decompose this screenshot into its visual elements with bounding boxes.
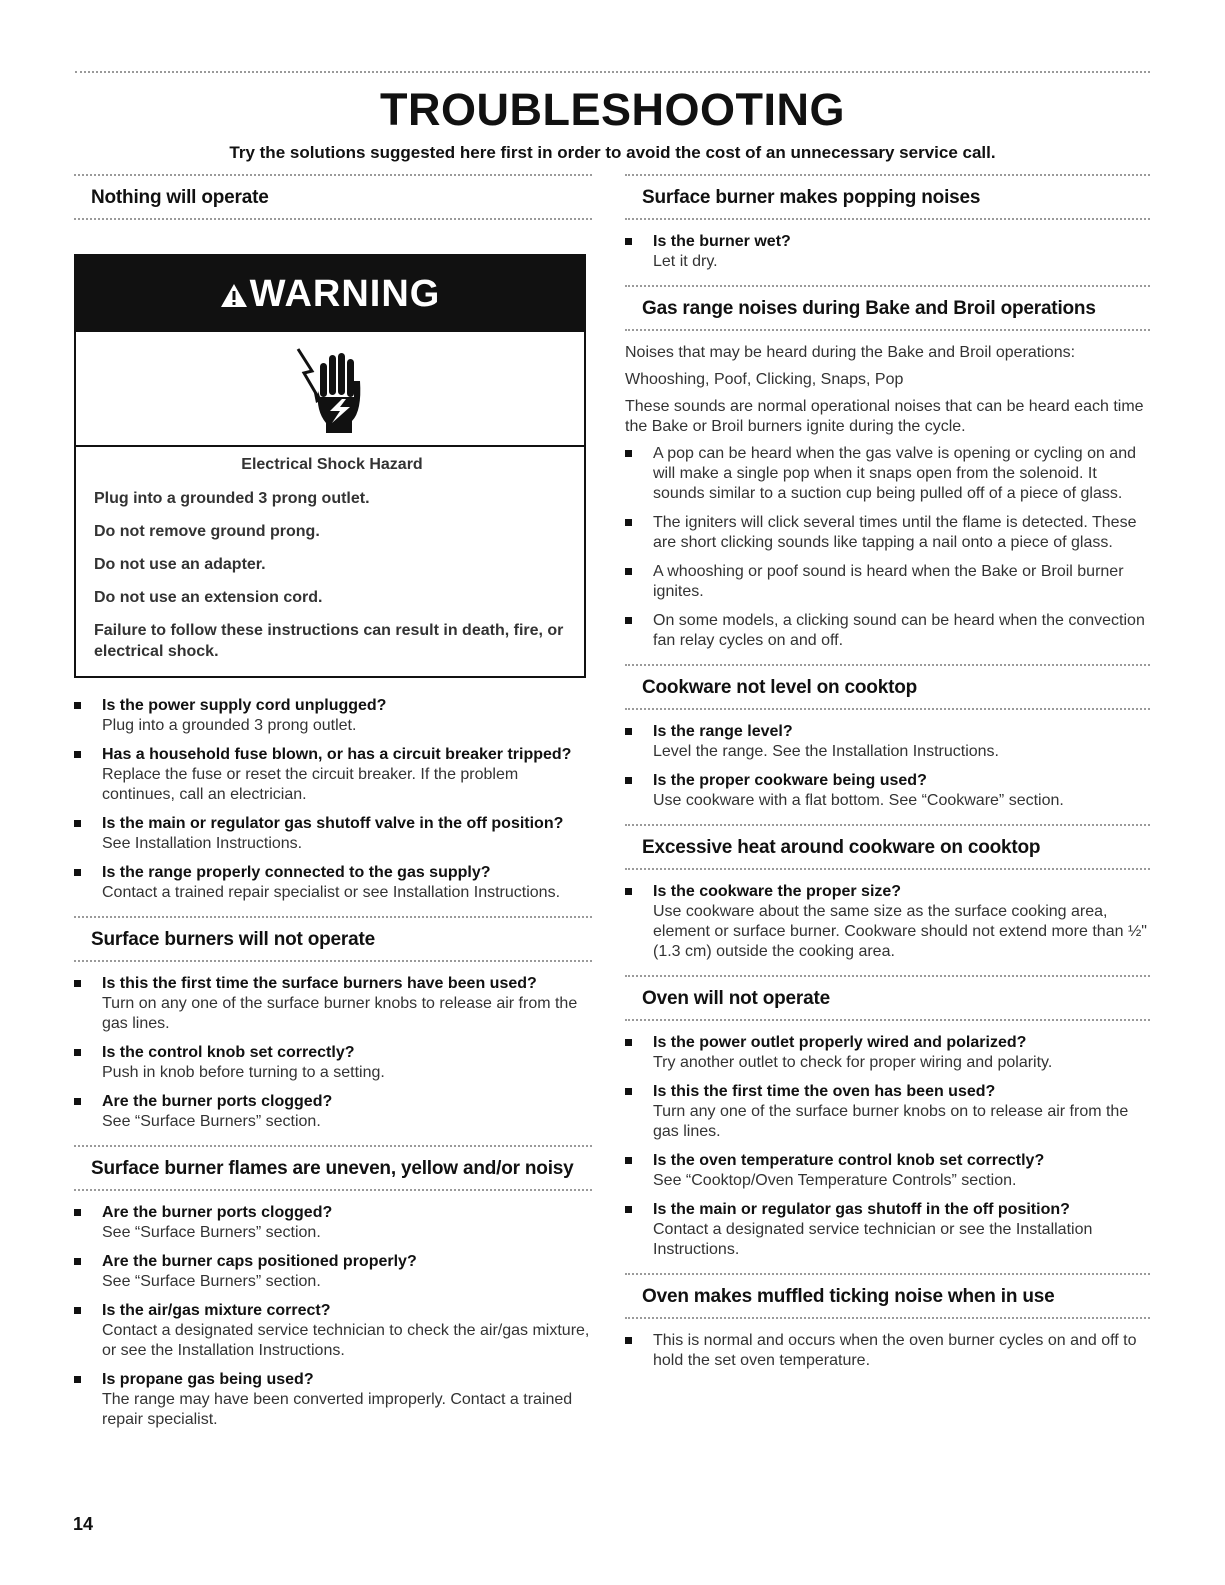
question: Is the range level? [653,723,793,740]
bullet [74,1258,81,1265]
answer: Let it dry. [653,253,718,270]
bullet [625,519,632,526]
question: Are the burner ports clogged? [102,1204,333,1221]
section-heading: Excessive heat around cookware on cooktop [625,824,1150,870]
bullet [625,1039,632,1046]
top-rule [75,71,1150,73]
question: Is the control knob set correctly? [102,1044,355,1061]
answer: A pop can be heard when the gas valve is opening or cycling on and will make a single pop when it snaps open from the solenoid. It sounds similar to a suction cup being pulled off of a piece of glass. [653,445,1136,502]
bullet [625,1337,632,1344]
bullet [74,1376,81,1383]
paragraph: These sounds are normal operational noises that can be heard each time the Bake or Broil burners ignite during the cycle. [625,398,1144,435]
bullet [74,1049,81,1056]
list-item [74,1252,592,1292]
section-popping-noises [625,174,1150,272]
list-item [74,1203,592,1243]
section-surface-burners-will-not-operate [74,916,592,1132]
list-item [74,696,592,736]
question: Is the main or regulator gas shutoff in the off position? [653,1201,1070,1218]
list-item [74,1370,592,1430]
list-item [625,1082,1150,1142]
question: Are the burner ports clogged? [102,1093,333,1110]
list-item [625,1200,1150,1260]
list-item [74,814,592,854]
bullet [74,980,81,987]
list-item [625,882,1150,962]
answer: The igniters will click several times until the flame is detected. These are short clicking sounds like tapping a nail onto a piece of glass. [653,514,1137,551]
list-item [625,232,1150,272]
answer: See “Cooktop/Oven Temperature Controls” section. [653,1172,1017,1189]
question: Has a household fuse blown, or has a circuit breaker tripped? [102,746,572,763]
section-heading: Surface burner flames are uneven, yellow and/or noisy [74,1145,592,1191]
section-heading: Oven will not operate [625,975,1150,1021]
bullet [625,888,632,895]
answer: Contact a trained repair specialist or see Installation Instructions. [102,884,561,901]
warning-header [76,256,584,332]
list-item [625,444,1150,504]
list-item [625,771,1150,811]
page-title: TROUBLESHOOTING [380,84,845,135]
list-item [74,863,592,903]
warning-header-text: WARNING [249,273,441,315]
bullet [625,617,632,624]
question: Is the power outlet properly wired and polarized? [653,1034,1027,1051]
question: Is this the first time the surface burners have been used? [102,975,537,992]
answer: Level the range. See the Installation Instructions. [653,743,999,760]
question: Is the power supply cord unplugged? [102,697,387,714]
page-subtitle: Try the solutions suggested here first in order to avoid the cost of an unnecessary service call. [229,143,996,162]
warning-line: Plug into a grounded 3 prong outlet. [94,490,370,507]
bullet [625,728,632,735]
bullet [74,1098,81,1105]
answer: Plug into a grounded 3 prong outlet. [102,717,357,734]
section-heading: Gas range noises during Bake and Broil operations [625,285,1150,331]
section-heading: Cookware not level on cooktop [625,664,1150,710]
section-heading: Oven makes muffled ticking noise when in use [625,1273,1150,1319]
answer: Contact a designated service technician or see the Installation Instructions. [653,1221,1093,1258]
section-heading: Surface burner makes popping noises [625,174,1150,220]
answer: See “Surface Burners” section. [102,1224,321,1241]
bullet [74,869,81,876]
warning-line: Do not remove ground prong. [94,523,320,540]
list-item [74,974,592,1034]
question: Is the proper cookware being used? [653,772,927,789]
answer: The range may have been converted improperly. Contact a trained repair specialist. [102,1391,573,1428]
list-item [625,722,1150,762]
page-number: 14 [73,1514,94,1534]
answer: Try another outlet to check for proper wiring and polarity. [653,1054,1053,1071]
bullet [625,1157,632,1164]
section-cookware-not-level [625,664,1150,811]
warning-hazard: Electrical Shock Hazard [241,456,423,473]
answer: Replace the fuse or reset the circuit breaker. If the problem continues, call an electrician. [102,766,519,803]
warning-line: Do not use an adapter. [94,556,266,573]
answer: Use cookware with a flat bottom. See “Cookware” section. [653,792,1064,809]
bullet [74,820,81,827]
list-item [625,513,1150,553]
question: Is the air/gas mixture correct? [102,1302,331,1319]
right-column [625,174,1150,1384]
answer: See “Surface Burners” section. [102,1113,321,1130]
question: Is the burner wet? [653,233,791,250]
section-heading: Surface burners will not operate [74,916,592,962]
bullet [74,702,81,709]
answer: On some models, a clicking sound can be heard when the convection fan relay cycles on and off. [653,612,1145,649]
list-item [625,1331,1150,1371]
list-item [625,611,1150,651]
question: Is the main or regulator gas shutoff valve in the off position? [102,815,564,832]
bullet [625,1206,632,1213]
paragraph: Noises that may be heard during the Bake and Broil operations: [625,344,1076,361]
question: Is the cookware the proper size? [653,883,902,900]
list-item [625,1151,1150,1191]
left-column [74,174,592,1443]
answer: Turn any one of the surface burner knobs on to release air from the gas lines. [653,1103,1129,1140]
section-bake-broil-noises [625,285,1150,651]
section-nothing-will-operate [74,174,592,903]
warning-box [74,254,586,678]
bullet [625,238,632,245]
section-oven-will-not-operate [625,975,1150,1260]
warning-triangle-icon [220,282,248,308]
warning-line: Do not use an extension cord. [94,589,323,606]
section-excessive-heat [625,824,1150,962]
answer: Push in knob before turning to a setting. [102,1064,385,1081]
list-item [625,562,1150,602]
answer: See Installation Instructions. [102,835,303,852]
question: Is this the first time the oven has been used? [653,1083,996,1100]
electric-shock-hand-icon [290,341,370,436]
question: Is propane gas being used? [102,1371,314,1388]
answer: A whooshing or poof sound is heard when the Bake or Broil burner ignites. [653,563,1124,600]
question: Is the oven temperature control knob set correctly? [653,1152,1045,1169]
warning-line: Failure to follow these instructions can result in death, fire, or electrical shock. [94,622,564,660]
section-muffled-ticking [625,1273,1150,1371]
bullet [625,777,632,784]
list-item [74,1092,592,1132]
section-surface-burner-flames [74,1145,592,1430]
list-item [74,745,592,805]
question: Are the burner caps positioned properly? [102,1253,417,1270]
answer: Contact a designated service technician to check the air/gas mixture, or see the Installation Instructions. [102,1322,590,1359]
answer: Use cookware about the same size as the surface cooking area, element or surface burner. Cookware should not extend more than ½" (1.3 cm) outside the cooking area. [653,903,1147,960]
bullet [74,1307,81,1314]
list-item [74,1301,592,1361]
answer: See “Surface Burners” section. [102,1273,321,1290]
paragraph: Whooshing, Poof, Clicking, Snaps, Pop [625,371,904,388]
bullet [625,568,632,575]
bullet [625,450,632,457]
answer: This is normal and occurs when the oven burner cycles on and off to hold the set oven temperature. [653,1332,1137,1369]
list-item [625,1033,1150,1073]
bullet [74,1209,81,1216]
answer: Turn on any one of the surface burner knobs to release air from the gas lines. [102,995,578,1032]
question: Is the range properly connected to the gas supply? [102,864,491,881]
bullet [625,1088,632,1095]
section-heading: Nothing will operate [74,174,592,220]
bullet [74,751,81,758]
list-item [74,1043,592,1083]
